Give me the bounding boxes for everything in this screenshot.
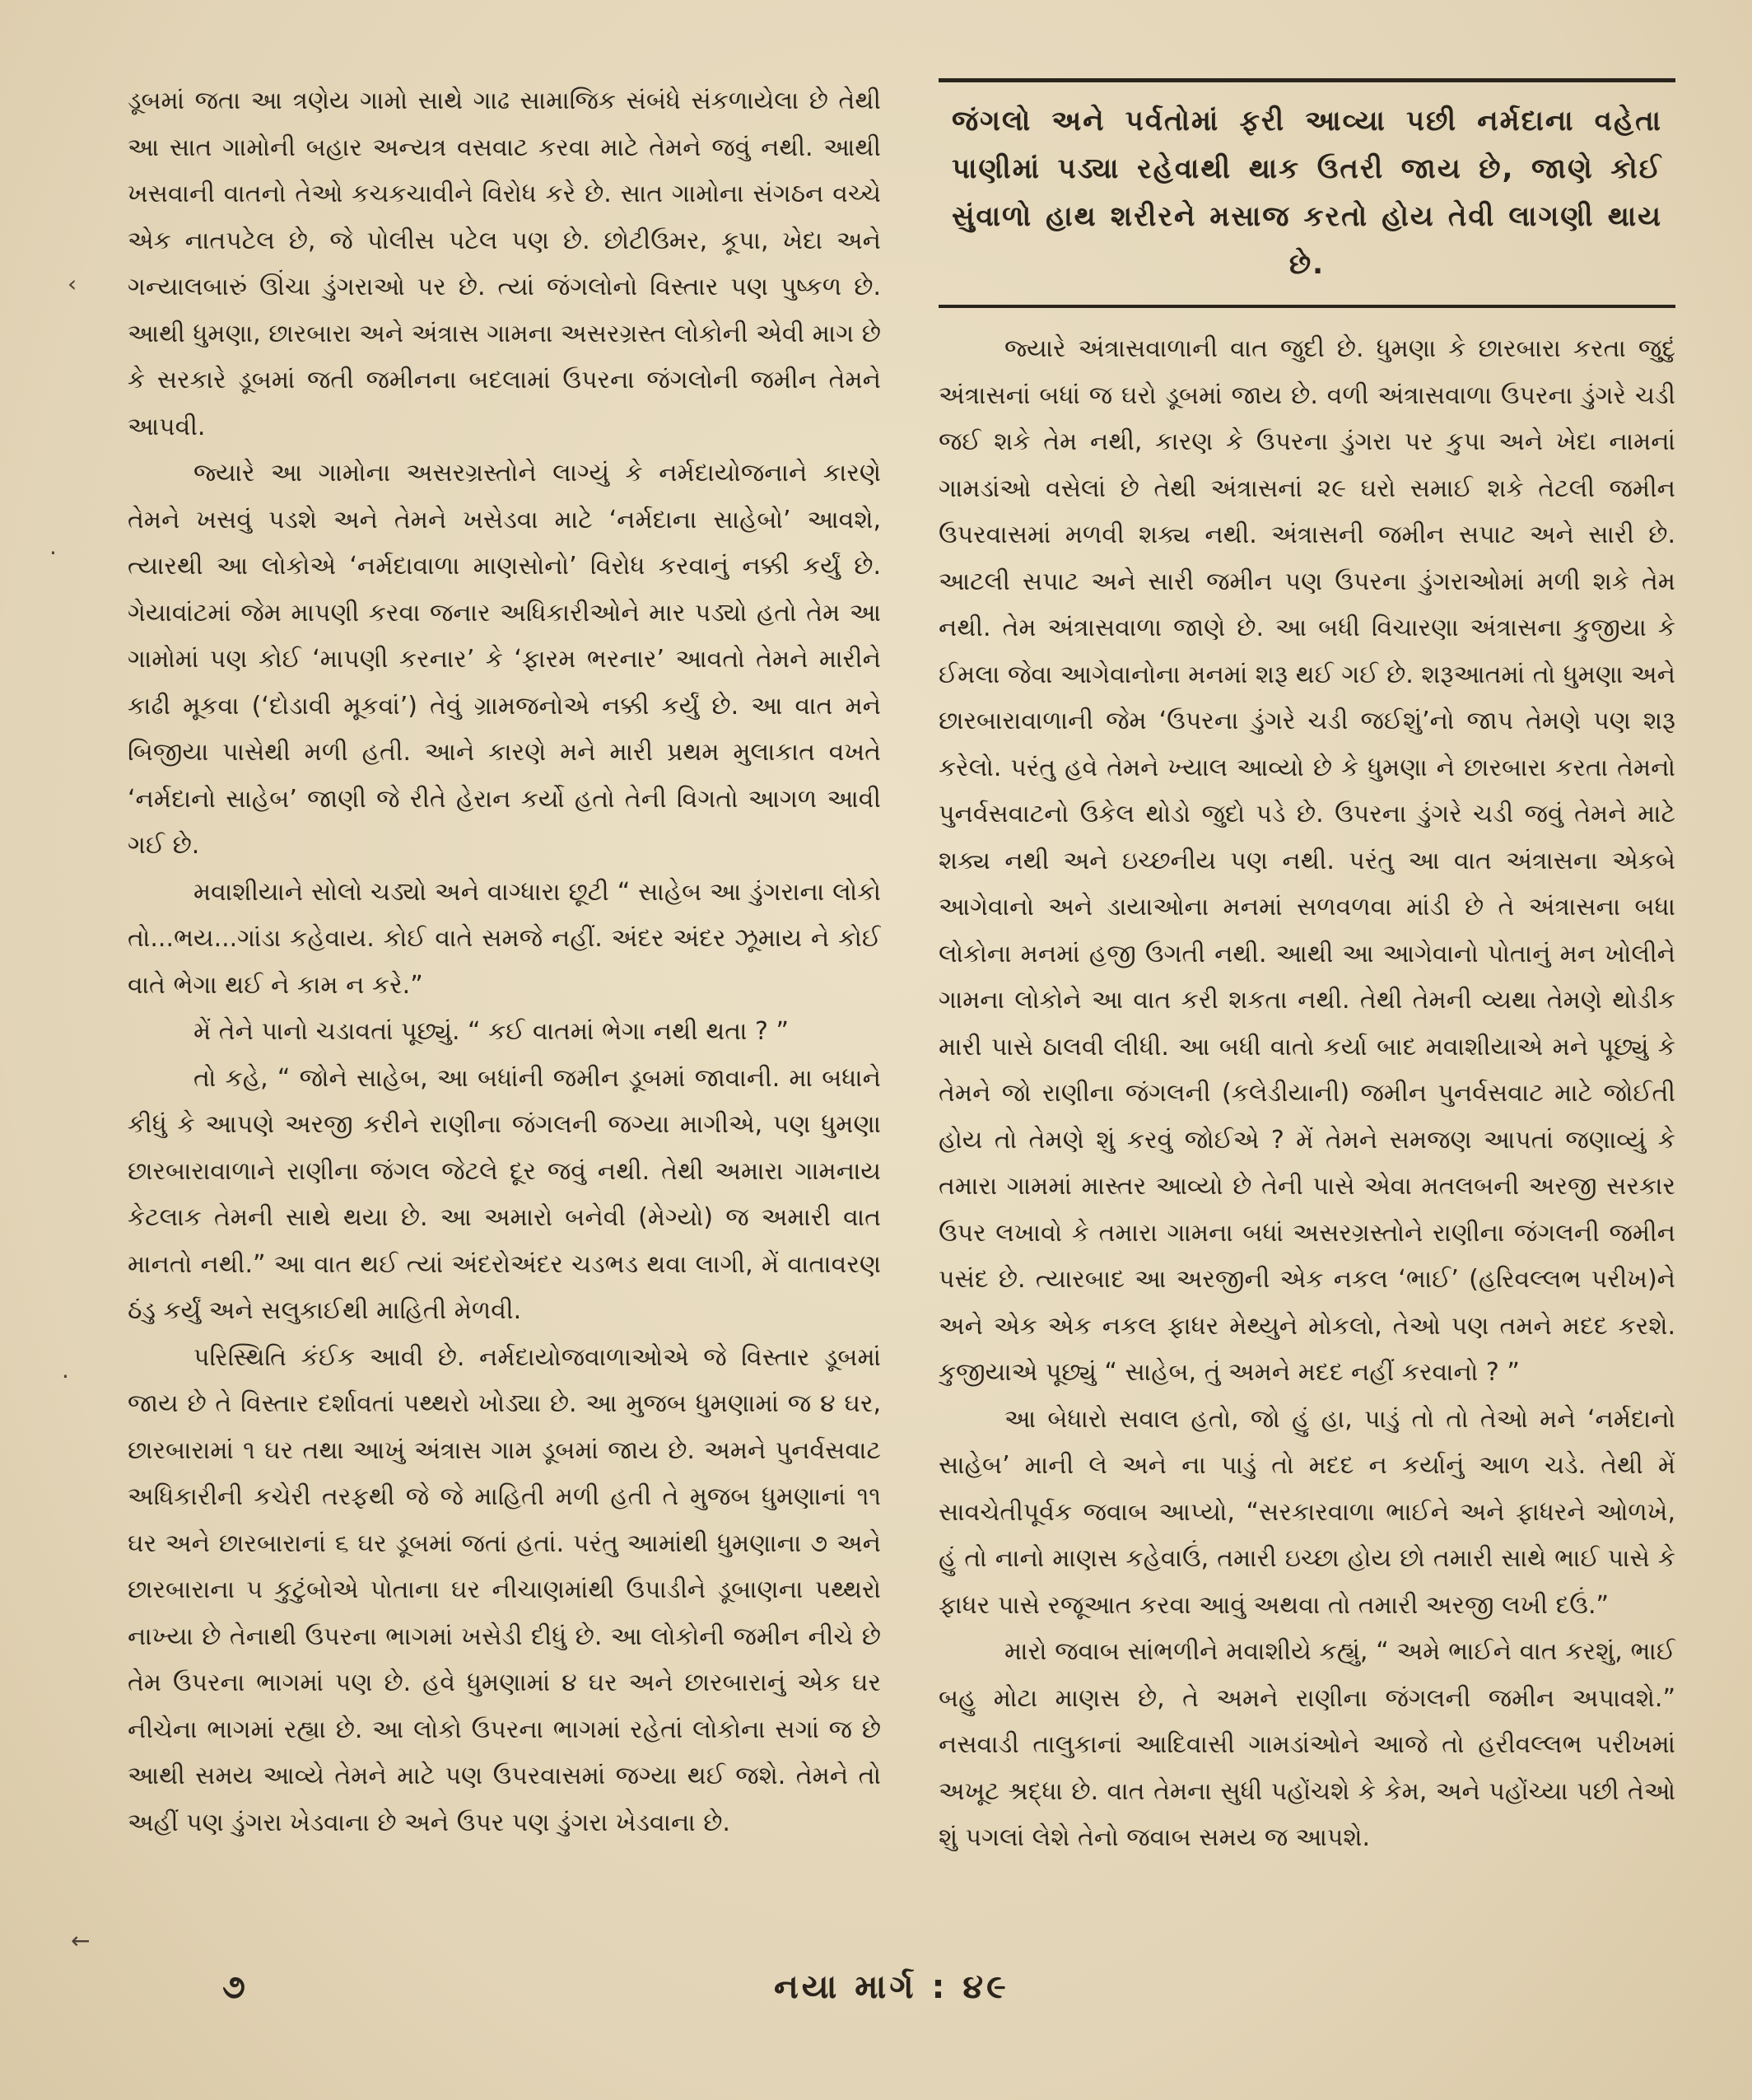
paragraph: આ બેધારો સવાલ હતો, જો હું હા, પાડું તો તો તેઓ મને ‘નર્મદાનો સાહેબ’ માની લે અને ના પાડું તો મદદ ન કર્યાનું આળ ચડે. તેથી મેં સાવચેતીપૂર્વક જવાબ આપ્યો, “સરકારવાળા ભાઈને અને ફાધરને ઓળખે, હું તો નાનો માણસ કહેવાઉં, તમારી ઇચ્છા હોય છો તમારી સાથે ભાઈ પાસે કે ફાધર પાસે રજૂઆત કરવા આવું અથવા તો તમારી અરજી લખી દઉં.” (939, 1404, 1675, 1620)
paragraph: પરિસ્થિતિ કંઈક આવી છે. નર્મદાયોજવાળાઓએ જે વિસ્તાર ડૂબમાં જાય છે તે વિસ્તાર દર્શાવતાં પથ્થરો ખોડ્યા છે. આ મુજબ ધુમણામાં જ ૪ ઘર, છારબારામાં ૧ ઘર તથા આખું અંત્રાસ ગામ ડૂબમાં જાય છે. અમને પુનર્વસવાટ અધિકારીની કચેરી તરફથી જે જે માહિતી મળી હતી તે મુજબ ધુમણાનાં ૧૧ ઘર અને છારબારાનાં ૬ ઘર ડૂબમાં જતાં હતાં. પરંતુ આમાંથી ધુમણાના ૭ અને છારબારાના ૫ કુટુંબોએ પોતાના ઘર નીચાણમાંથી ઉપાડીને ડૂબાણના પથ્થરો નાખ્યા છે તેનાથી ઉપરના ભાગમાં ખસેડી દીધું છે. આ લોકોની જમીન નીચે છે તેમ ઉપરના ભાગમાં પણ છે. હવે ધુમણામાં ૪ ઘર અને છારબારાનું એક ઘર નીચેના ભાગમાં રહ્યા છે. આ લોકો ઉપરના ભાગમાં રહેતાં લોકોના સગાં જ છે આથી સમય આવ્યે તેમને માટે પણ ઉપરવાસમાં જગ્યા થઈ જશે. તેમને તો અહીં પણ ડુંગરા ખેડવાના છે અને ઉપર પણ ડુંગરા ખેડવાના છે. (128, 1342, 881, 1837)
margin-mark: · (62, 1363, 69, 1390)
margin-mark: ‹ (68, 270, 77, 297)
paragraph: જ્યારે આ ગામોના અસરગ્રસ્તોને લાગ્યું કે નર્મદાયોજનાને કારણે તેમને ખસવું પડશે અને તેમને ખસેડવા માટે ‘નર્મદાના સાહેબો’ આવશે, ત્યારથી આ લોકોએ ‘નર્મદાવાળા માણસોનો’ વિરોધ કરવાનું નક્કી કર્યું છે. ગેયાવાંટમાં જેમ માપણી કરવા જનાર અધિકારીઓને માર પડ્યો હતો તેમ આ ગામોમાં પણ કોઈ ‘માપણી કરનાર’ કે ‘ફારમ ભરનાર’ આવતો તેમને મારીને કાઢી મૂકવા (‘દોડાવી મૂકવાં’) તેવું ગ્રામજનોએ નક્કી કર્યું છે. આ વાત મને બિજીયા પાસેથી મળી હતી. આને કારણે મને મારી પ્રથમ મુલાકાત વખતે ‘નર્મદાનો સાહેબ’ જાણી જે રીતે હેરાન કર્યો હતો તેની વિગતો આગળ આવી ગઈ છે. (128, 459, 881, 860)
margin-mark: · (49, 539, 57, 567)
paragraph: મારો જવાબ સાંભળીને મવાશીયે કહ્યું, “ અમે ભાઈને વાત કરશું, ભાઈ બહુ મોટા માણસ છે, તે અમને રાણીના જંગલની જમીન અપાવશે.” નસવાડી તાલુકાનાં આદિવાસી ગામડાંઓને આજે તો હરીવલ્લભ પરીખમાં અખૂટ શ્રદ્ધા છે. વાત તેમના સુધી પહોંચશે કે કેમ, અને પહોંચ્યા પછી તેઓ શું પગલાં લેશે તેનો જવાબ સમય જ આપશે. (939, 1637, 1675, 1852)
paragraph: જ્યારે અંત્રાસવાળાની વાત જુદી છે. ધુમણા કે છારબારા કરતા જુદું અંત્રાસનાં બધાં જ ઘરો ડૂબમાં જાય છે. વળી અંત્રાસવાળા ઉપરના ડુંગરે ચડી જઈ શકે તેમ નથી, કારણ કે ઉપરના ડુંગરા પર કુપા અને ખેદા નામનાં ગામડાંઓ વસેલાં છે તેથી અંત્રાસનાં ૨૯ ઘરો સમાઈ શકે તેટલી જમીન ઉપરવાસમાં મળવી શક્ય નથી. અંત્રાસની જમીન સપાટ અને સારી છે. આટલી સપાટ અને સારી જમીન પણ ઉપરના ડુંગરાઓમાં મળી શકે તેમ નથી. તેમ અંત્રાસવાળા જાણે છે. આ બધી વિચારણા અંત્રાસના કુજીયા કે ઈમલા જેવા આગેવાનોના મનમાં શરૂ થઈ ગઈ છે. શરૂઆતમાં તો ધુમણા અને છારબારાવાળાની જેમ ‘ઉપરના ડુંગરે ચડી જઈશું’નો જાપ તેમણે પણ શરૂ કરેલો. પરંતુ હવે તેમને ખ્યાલ આવ્યો છે કે ધુમણા ને છારબારા કરતા તેમનો પુનર્વસવાટનો ઉકેલ થોડો જુદો પડે છે. ઉપરના ડુંગરે ચડી જવું તેમને માટે શક્ય નથી અને ઇચ્છનીય પણ નથી. પરંતુ આ વાત અંત્રાસના એકબે આગેવાનો અને ડાયાઓના મનમાં સળવળવા માંડી છે તે અંત્રાસના બધા લોકોના મનમાં હજી ઉગતી નથી. આથી આ આગેવાનો પોતાનું મન ખોલીને ગામના લોકોને આ વાત કરી શકતા નથી. તેથી તેમની વ્યથા તેમણે થોડીક મારી પાસે ઠાલવી લીધી. આ બધી વાતો કર્યા બાદ મવાશીયાએ મને પૂછ્યું કે તેમને જો રાણીના જંગલની (કલેડીયાની) જમીન પુનર્વસવાટ માટે જોઈતી હોય તો તેમણે શું કરવું જોઈએ ? મેં તેમને સમજણ આપતાં જણાવ્યું કે તમારા ગામમાં માસ્તર આવ્યો છે તેની પાસે એવા મતલબની અરજી સરકાર ઉપર લખાવો કે તમારા ગામના બધાં અસરગ્રસ્તોને રાણીના જંગલની જમીન પસંદ છે. ત્યારબાદ આ અરજીની એક નકલ ‘ભાઈ’ (હરિવલ્લભ પરીખ)ને અને એક એક નકલ ફાધર મેથ્યુને મોકલો, તેઓ પણ તમને મદદ કરશે. કુજીયાએ પૂછ્યું “ સાહેબ, તું અમને મદદ નહીં કરવાનો ? ” (939, 334, 1675, 1387)
page-footer (0, 1968, 1752, 2018)
paragraph: તો કહે, “ જોને સાહેબ, આ બધાંની જમીન ડૂબમાં જાવાની. મા બધાને કીધું કે આપણે અરજી કરીને રાણીના જંગલની જગ્યા માગીએ, પણ ધુમણા છારબારાવાળાને રાણીના જંગલ જેટલે દૂર જવું નથી. તેથી અમારા ગામનાય કેટલાક તેમની સાથે થયા છે. આ અમારો બનેવી (મેગ્યો) જ અમારી વાત માનતો નથી.” આ વાત થઈ ત્યાં અંદરોઅંદર ચડભડ થવા લાગી, મેં વાતાવરણ ઠંડુ કર્યું અને સલુકાઈથી માહિતી મેળવી. (128, 1063, 881, 1325)
left-column (128, 78, 881, 1952)
pull-quote: જંગલો અને પર્વતોમાં ફરી આવ્યા પછી નર્મદાના વહેતા પાણીમાં પડ્યા રહેવાથી થાક ઉતરી જાય છે, જાણે કોઈ સુંવાળો હાથ શરીરને મસાજ કરતો હોય તેવી લાગણી થાય છે. (939, 78, 1675, 308)
margin-mark: ← (71, 1927, 91, 1954)
paragraph: મવાશીયાને સોલો ચડ્યો અને વાગ્ધારા છૂટી “ સાહેબ આ ડુંગરાના લોકો તો...ભય...ગાંડા કહેવાય. કોઈ વાતે સમજે નહીં. અંદર અંદર ઝૂમાય ને કોઈ વાતે ભેગા થઈ ને કામ ન કરે.” (128, 877, 881, 1000)
paragraph: ડૂબમાં જતા આ ત્રણેય ગામો સાથે ગાઢ સામાજિક સંબંધે સંકળાયેલા છે તેથી આ સાત ગામોની બહાર અન્યત્ર વસવાટ કરવા માટે તેમને જવું નથી. આથી ખસવાની વાતનો તેઓ કચકચાવીને વિરોધ કરે છે. સાત ગામોના સંગઠન વચ્ચે એક નાતપટેલ છે, જે પોલીસ પટેલ પણ છે. છોટીઉમર, કૂપા, ખેદા અને ગન્યાલબારું ઊંચા ડુંગરાઓ પર છે. ત્યાં જંગલોનો વિસ્તાર પણ પુષ્કળ છે. આથી ધુમણા, છારબારા અને અંત્રાસ ગામના અસરગ્રસ્ત લોકોની એવી માગ છે કે સરકારે ડૂબમાં જતી જમીનના બદલામાં ઉપરના જંગલોની જમીન તેમને આપવી. (128, 86, 881, 441)
page-number: ૭ (222, 1968, 245, 2006)
running-footer: નયા માર્ગ : ૪૯ (774, 1968, 1009, 2006)
right-column (939, 78, 1675, 1952)
paragraph: મેં તેને પાનો ચડાવતાં પૂછ્યું. “ કઈ વાતમાં ભેગા નથી થતા ? ” (193, 1017, 790, 1046)
